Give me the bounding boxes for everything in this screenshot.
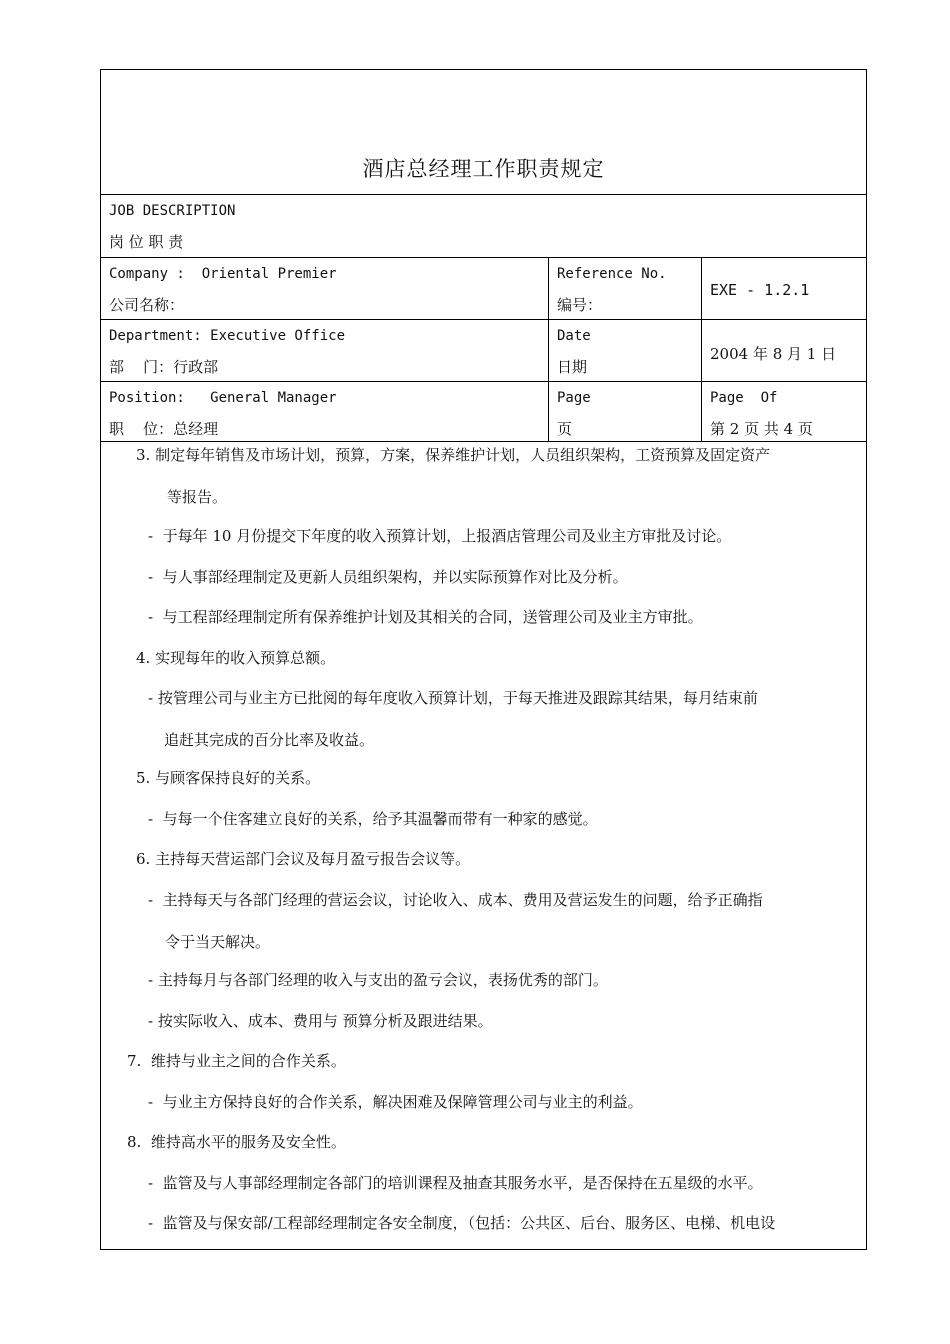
page-label-cell: [549, 382, 702, 441]
duty-line: - 于每年 10 月份提交下年度的收入预算计划，上报酒店管理公司及业主方审批及讨论。: [148, 527, 732, 545]
department-label-en: Department: Executive Office: [109, 328, 346, 344]
position-cell: [101, 382, 549, 441]
duty-line: 追赶其完成的百分比率及收益。: [164, 731, 375, 749]
duty-line: - 监管及与人事部经理制定各部门的培训课程及抽查其服务水平，是否保持在五星级的水平。: [148, 1174, 763, 1192]
page-label-en: Page: [557, 390, 591, 406]
job-description-document: [100, 69, 867, 1250]
duty-line: 3. 制定每年销售及市场计划，预算，方案，保养维护计划，人员组织架构，工资预算及固定资产: [136, 446, 771, 464]
title-block: [101, 70, 866, 195]
company-row: [101, 258, 866, 320]
duty-line: - 与工程部经理制定所有保养维护计划及其相关的合同，送管理公司及业主方审批。: [148, 608, 703, 626]
reference-label-cell: [549, 258, 702, 319]
company-label-en: Company : Oriental Premier: [109, 266, 337, 282]
duty-line: 6. 主持每天营运部门会议及每月盈亏报告会议等。: [136, 850, 471, 868]
company-cell: [101, 258, 549, 319]
duty-line: - 主持每天与各部门经理的营运会议，讨论收入、成本、费用及营运发生的问题，给予正确指: [148, 891, 763, 909]
department-cell: [101, 320, 549, 381]
reference-value-cell: [702, 258, 868, 319]
department-label-zh: 部 门：行政部: [109, 358, 219, 376]
date-label-en: Date: [557, 328, 591, 344]
duty-line: 等报告。: [167, 488, 228, 506]
duty-line: - 主持每月与各部门经理的收入与支出的盈亏会议，表扬优秀的部门。: [148, 971, 608, 989]
page-value-cell: [702, 382, 868, 441]
job-description-row: [101, 195, 866, 258]
position-label-zh: 职 位：总经理: [109, 420, 219, 438]
department-row: [101, 320, 866, 382]
duty-line: 5. 与顾客保持良好的关系。: [136, 769, 321, 787]
reference-label-en: Reference No.: [557, 266, 667, 282]
page-value-en: Page Of: [710, 390, 778, 406]
duty-line: - 监管及与保安部/工程部经理制定各安全制度，（包括：公共区、后台、服务区、电梯、机电设: [148, 1214, 776, 1232]
position-row: [101, 382, 866, 442]
page-label-zh: 页: [557, 420, 573, 438]
job-description-zh: 岗 位 职 责: [109, 233, 184, 251]
job-description-en: JOB DESCRIPTION: [109, 203, 236, 219]
job-description-cell: [101, 195, 866, 257]
position-label-en: Position: General Manager: [109, 390, 337, 406]
reference-value: EXE - 1.2.1: [710, 281, 810, 299]
date-value: 2004 年 8 月 1 日: [710, 345, 837, 363]
duty-line: - 与人事部经理制定及更新人员组织架构，并以实际预算作对比及分析。: [148, 568, 628, 586]
duty-line: 4. 实现每年的收入预算总额。: [136, 649, 336, 667]
reference-label-zh: 编号：: [557, 296, 603, 314]
duty-line: - 按管理公司与业主方已批阅的每年度收入预算计划，于每天推进及跟踪其结果，每月结束前: [148, 689, 758, 707]
duty-line: - 与每一个住客建立良好的关系，给予其温馨而带有一种家的感觉。: [148, 810, 598, 828]
document-title: 酒店总经理工作职责规定: [362, 157, 605, 181]
duty-line: 7. 维持与业主之间的合作关系。: [127, 1052, 346, 1070]
date-label-zh: 日期: [557, 358, 588, 376]
date-value-cell: [702, 320, 868, 381]
duty-line: 8. 维持高水平的服务及安全性。: [127, 1133, 346, 1151]
duty-line: - 与业主方保持良好的合作关系，解决困难及保障管理公司与业主的利益。: [148, 1093, 643, 1111]
company-label-zh: 公司名称：: [109, 296, 185, 314]
date-label-cell: [549, 320, 702, 381]
duty-line: - 按实际收入、成本、费用与 预算分析及跟进结果。: [148, 1012, 493, 1030]
duty-line: 令于当天解决。: [165, 933, 271, 951]
page-value-zh: 第 2 页 共 4 页: [710, 420, 813, 438]
